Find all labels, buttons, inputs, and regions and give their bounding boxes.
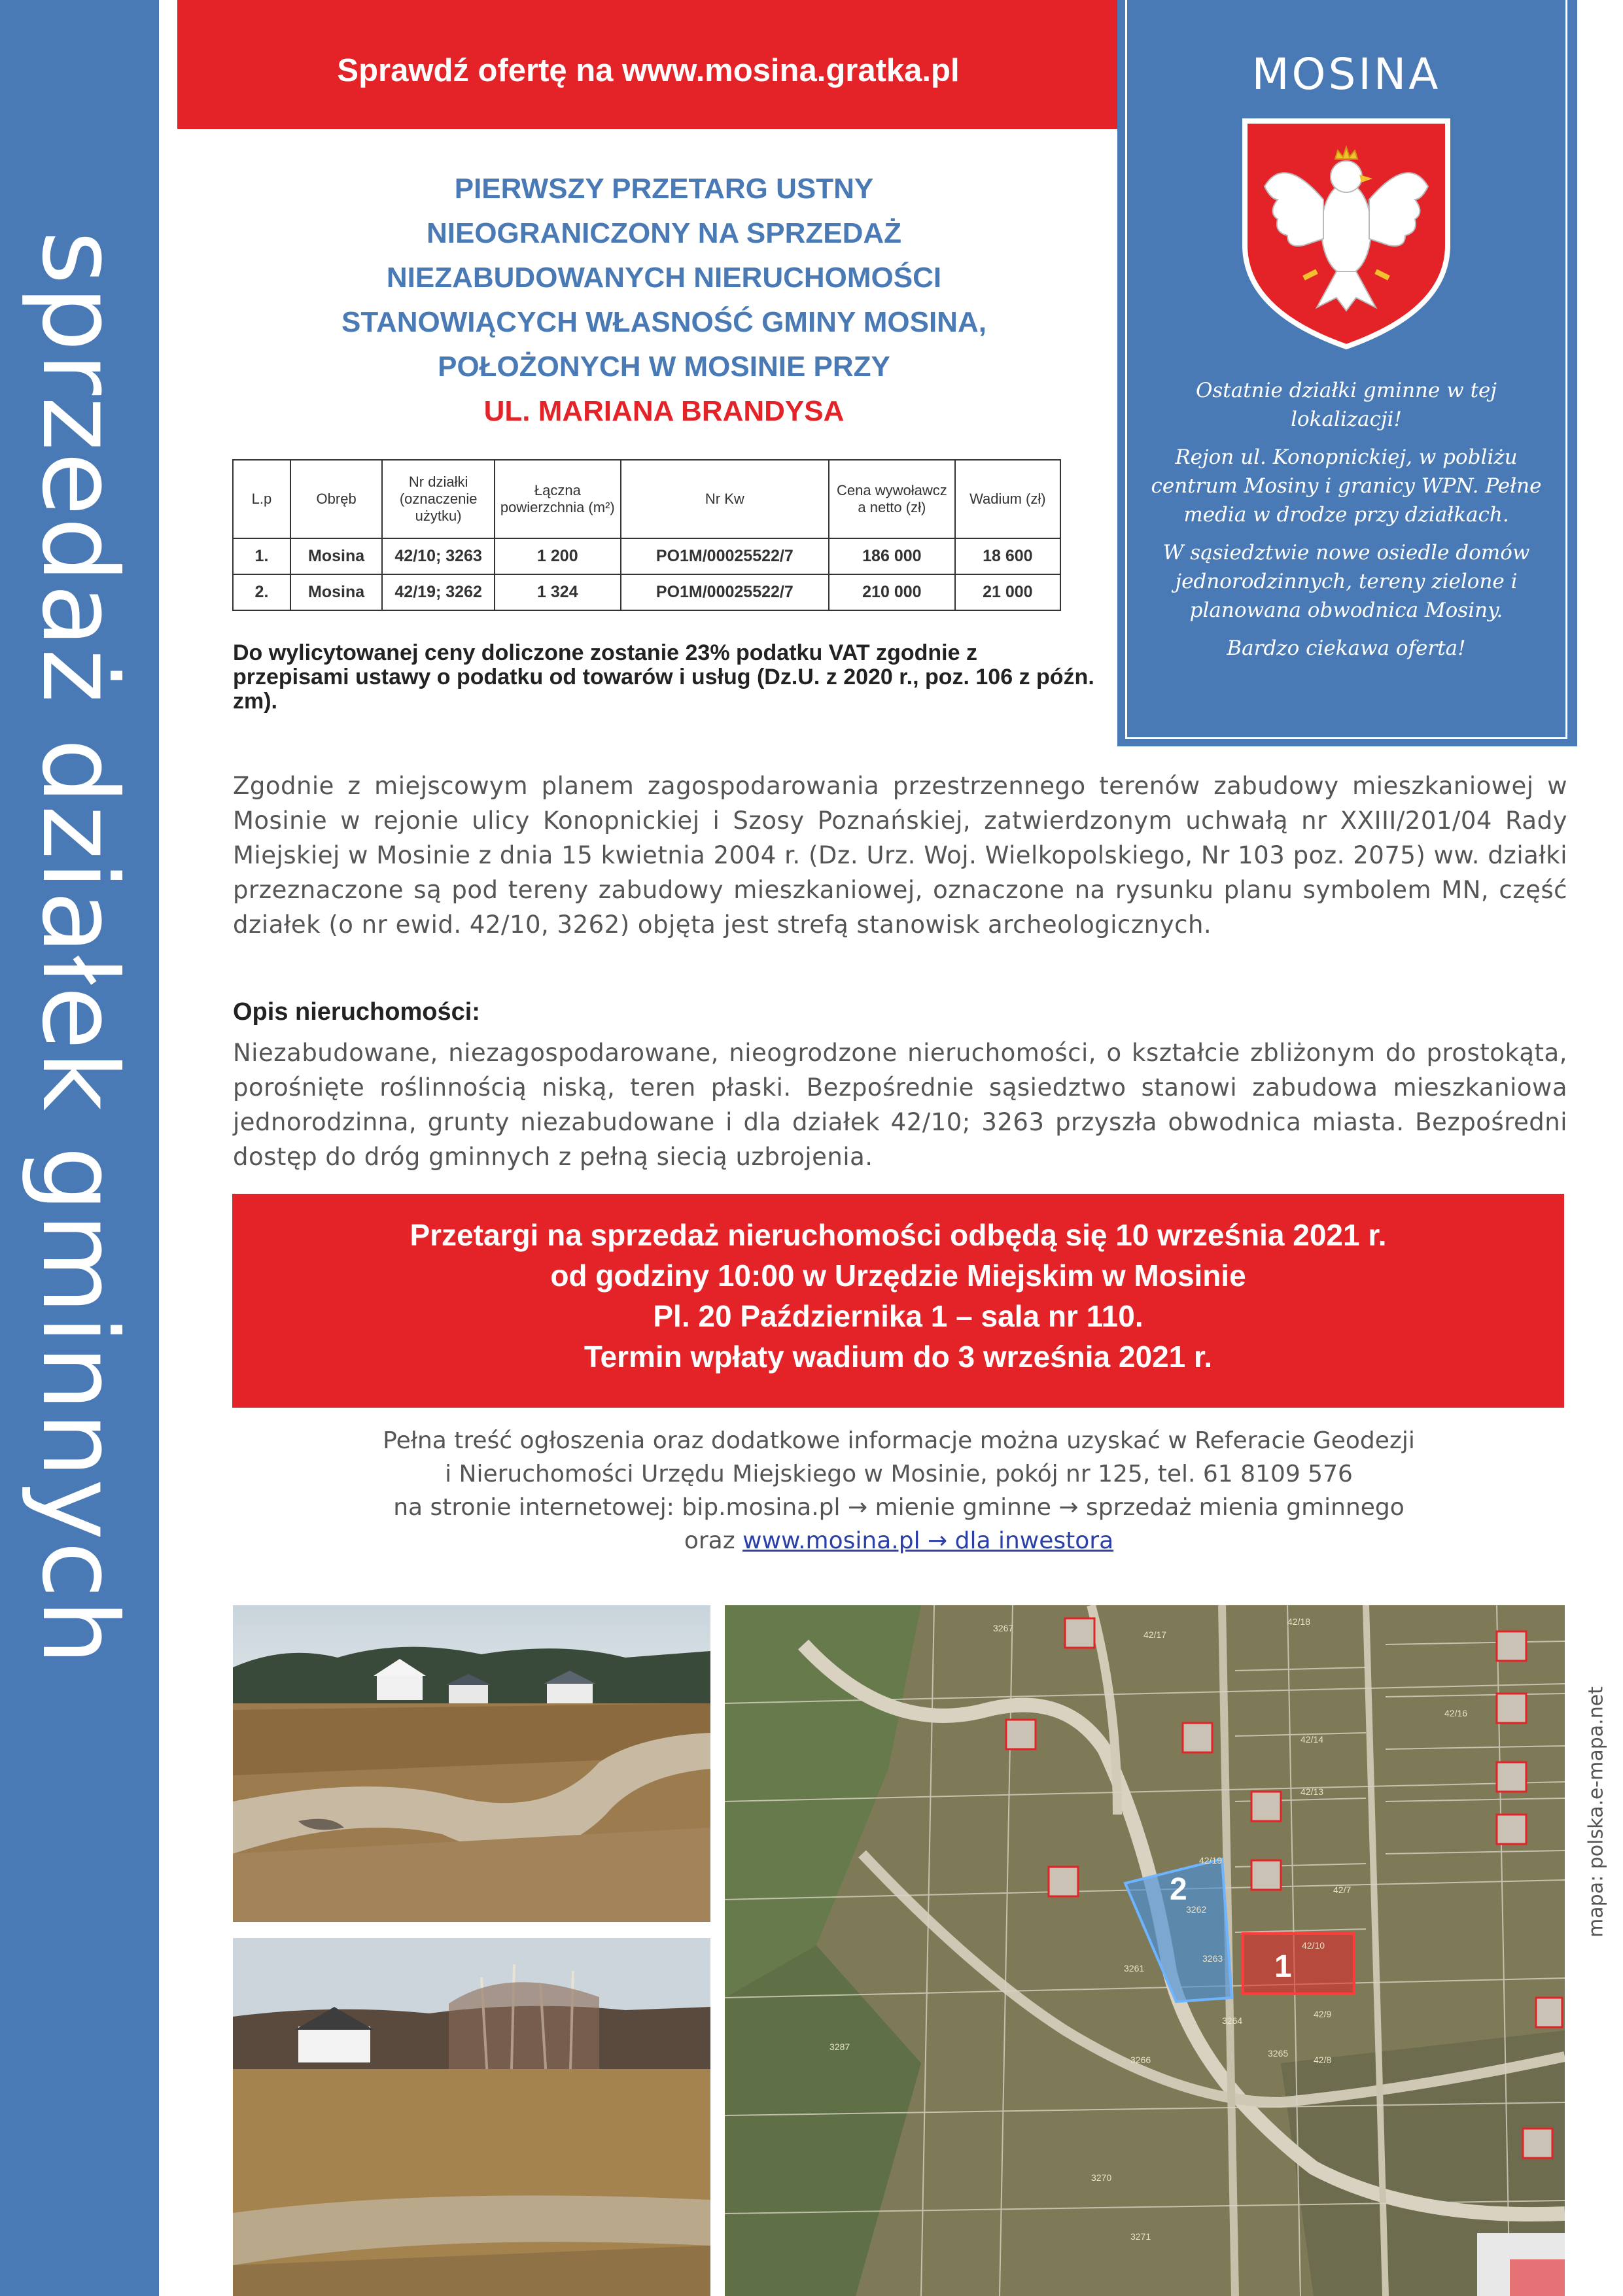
vat-note: Do wylicytowanej ceny doliczone zostanie 23% podatku VAT zgodnie z przepisami ustawy o podatku od towarów i usług (Dz.U. z 2020 r., poz. 106 z późn. zm). [233, 640, 1094, 714]
auction-info-box [232, 1194, 1564, 1408]
auction-line-1: Przetargi na sprzedaż nieruchomości odbędą się 10 września 2021 r. [410, 1218, 1387, 1252]
col-header: Nr działki (oznaczenie użytku) [382, 460, 495, 538]
map-plot-label: 3287 [829, 2042, 850, 2052]
contact-line-4 [233, 1524, 1565, 1557]
vertical-title [0, 0, 159, 2296]
table-cell: Mosina [290, 574, 382, 610]
table-cell: 210 000 [829, 574, 955, 610]
col-header: Obręb [290, 460, 382, 538]
table-row [233, 538, 1060, 574]
map-plot-label: 3266 [1130, 2055, 1151, 2065]
coat-of-arms-icon [1238, 114, 1454, 350]
table-cell: 1. [233, 538, 290, 574]
table-cell: 1 324 [495, 574, 621, 610]
auction-line-2: od godziny 10:00 w Urzędzie Miejskim w Mosinie [550, 1259, 1246, 1293]
promo-line-1: Ostatnie działki gminne w tej lokalizacji! [1195, 379, 1497, 431]
col-header: Cena wywoławcz a netto (zł) [829, 460, 955, 538]
map-plot-label: 3270 [1091, 2172, 1112, 2183]
map-credit: mapa: polska.e-mapa.net [1584, 1686, 1608, 1938]
map-plot-label: 3261 [1124, 1963, 1145, 1974]
map-plot-label: 42/13 [1300, 1786, 1324, 1797]
table-cell: PO1M/00025522/7 [621, 538, 829, 574]
promo-line-4: Bardzo ciekawa oferta! [1227, 636, 1466, 660]
top-banner-text[interactable]: Sprawdź ofertę na www.mosina.gratka.pl [337, 53, 960, 88]
map-plot-label: 3263 [1202, 1953, 1223, 1964]
title-line-2: NIEOGRANICZONY NA SPRZEDAŻ [426, 217, 902, 249]
description-title: Opis nieruchomości: [233, 998, 480, 1026]
contact-info [233, 1424, 1565, 1557]
vertical-title-text: sprzedaż działek gminnych [19, 230, 139, 1667]
col-header: Nr Kw [621, 460, 829, 538]
map-plot-label: 42/9 [1314, 2009, 1332, 2019]
map-plot-label: 3267 [993, 1623, 1014, 1633]
table-cell: 42/19; 3262 [382, 574, 495, 610]
title-line-1: PIERWSZY PRZETARG USTNY [454, 173, 874, 205]
map-plot-label: 42/14 [1300, 1734, 1324, 1745]
col-header: L.p [233, 460, 290, 538]
map-plot-label: 42/19 [1199, 1855, 1223, 1866]
table-header-row [233, 460, 1060, 538]
plot-map [725, 1605, 1565, 2296]
promo-line-3: W sąsiedztwie nowe osiedle domów jednorodzinnych, tereny zielone i planowana obwodnica Mosiny. [1162, 541, 1530, 622]
map-plot-label: 42/16 [1444, 1708, 1468, 1718]
description-text: Niezabudowane, niezagospodarowane, nieogrodzone nieruchomości, o kształcie zbliżonym do prostokąta, porośnięte roślinnością niską, teren płaski. Bezpośrednie sąsiedztwo stanowi zabudowa mieszkaniowa jednorodzinna, grunty niezabudowane i dla działek 42/10; 3263 przyszła obwodnica miasta. Bezpośredni dostęp do dróg gminnych z pełną siecią uzbrojenia. [233, 1039, 1567, 1171]
table-cell: 18 600 [955, 538, 1060, 574]
map-plot-label: 3271 [1130, 2231, 1151, 2242]
map-marker-1: 1 [1274, 1949, 1292, 1984]
map-plot-label: 3264 [1222, 2015, 1243, 2026]
auction-line-3: Pl. 20 Października 1 – sala nr 110. [653, 1299, 1143, 1333]
zoning-plan-text: Zgodnie z miejscowym planem zagospodarowania przestrzennego terenów zabudowy mieszkaniowej w Mosinie w rejonie ulicy Konopnickiej i Szosy Poznańskiej, zatwierdzonym uchwałą nr XXIII/201/04 Rady Miejskiej w Mosinie z dnia 15 kwietnia 2004 r. (Dz. Urz. Woj. Wielkopolskiego, Nr 103 poz. 2075) ww. działki przeznaczone są pod tereny zabudowy mieszkaniowej, oznaczone na rysunku planu symbolem MN, część działek (o nr ewid. 42/10, 3262) objęta jest strefą stanowisk archeologicznych. [233, 772, 1567, 939]
contact-line-4-prefix: oraz [684, 1527, 743, 1554]
announcement-title [229, 167, 1099, 434]
map-plot-label: 42/18 [1287, 1616, 1311, 1627]
map-plot-label: 42/7 [1333, 1885, 1352, 1895]
site-photo-2 [233, 1938, 710, 2296]
title-line-4: STANOWIĄCYCH WŁASNOŚĆ GMINY MOSINA, [341, 306, 986, 338]
map-plot-label: 3262 [1186, 1904, 1207, 1915]
table-cell: 2. [233, 574, 290, 610]
map-plot-label: 42/10 [1302, 1940, 1325, 1951]
table-cell: PO1M/00025522/7 [621, 574, 829, 610]
table-cell: 1 200 [495, 538, 621, 574]
title-line-5: POŁOŻONYCH W MOSINIE PRZY [438, 351, 890, 383]
investor-link[interactable]: www.mosina.pl → dla inwestora [742, 1527, 1114, 1554]
brand-name: MOSINA [1251, 49, 1441, 99]
site-photo-1 [233, 1605, 710, 1922]
promo-line-2: Rejon ul. Konopnickiej, w pobliżu centrum Mosiny i granicy WPN. Pełne media w drodze przy działkach. [1151, 445, 1542, 527]
col-header: Łączna powierzchnia (m²) [495, 460, 621, 538]
table-cell: 42/10; 3263 [382, 538, 495, 574]
promo-text [1138, 376, 1554, 672]
contact-line-2: i Nieruchomości Urzędu Miejskiego w Mosinie, pokój nr 125, tel. 61 8109 576 [445, 1461, 1353, 1487]
contact-line-1: Pełna treść ogłoszenia oraz dodatkowe informacje można uzyskać w Referacie Geodezji [383, 1427, 1415, 1454]
title-line-3: NIEZABUDOWANYCH NIERUCHOMOŚCI [386, 262, 942, 294]
top-banner [177, 0, 1119, 129]
col-header: Wadium (zł) [955, 460, 1060, 538]
map-plot-label: 42/17 [1143, 1629, 1167, 1640]
table-cell: 186 000 [829, 538, 955, 574]
table-cell: Mosina [290, 538, 382, 574]
contact-line-3: na stronie internetowej: bip.mosina.pl → mienie gminne → sprzedaż mienia gminnego [393, 1494, 1405, 1521]
street-name: UL. MARIANA BRANDYSA [483, 395, 845, 427]
table-row [233, 574, 1060, 610]
map-plot-label: 3265 [1268, 2048, 1289, 2059]
plots-table [232, 459, 1061, 611]
map-plot-label: 42/8 [1314, 2055, 1332, 2065]
auction-line-4: Termin wpłaty wadium do 3 września 2021 r. [584, 1340, 1213, 1374]
table-cell: 21 000 [955, 574, 1060, 610]
map-marker-2: 2 [1170, 1872, 1187, 1907]
